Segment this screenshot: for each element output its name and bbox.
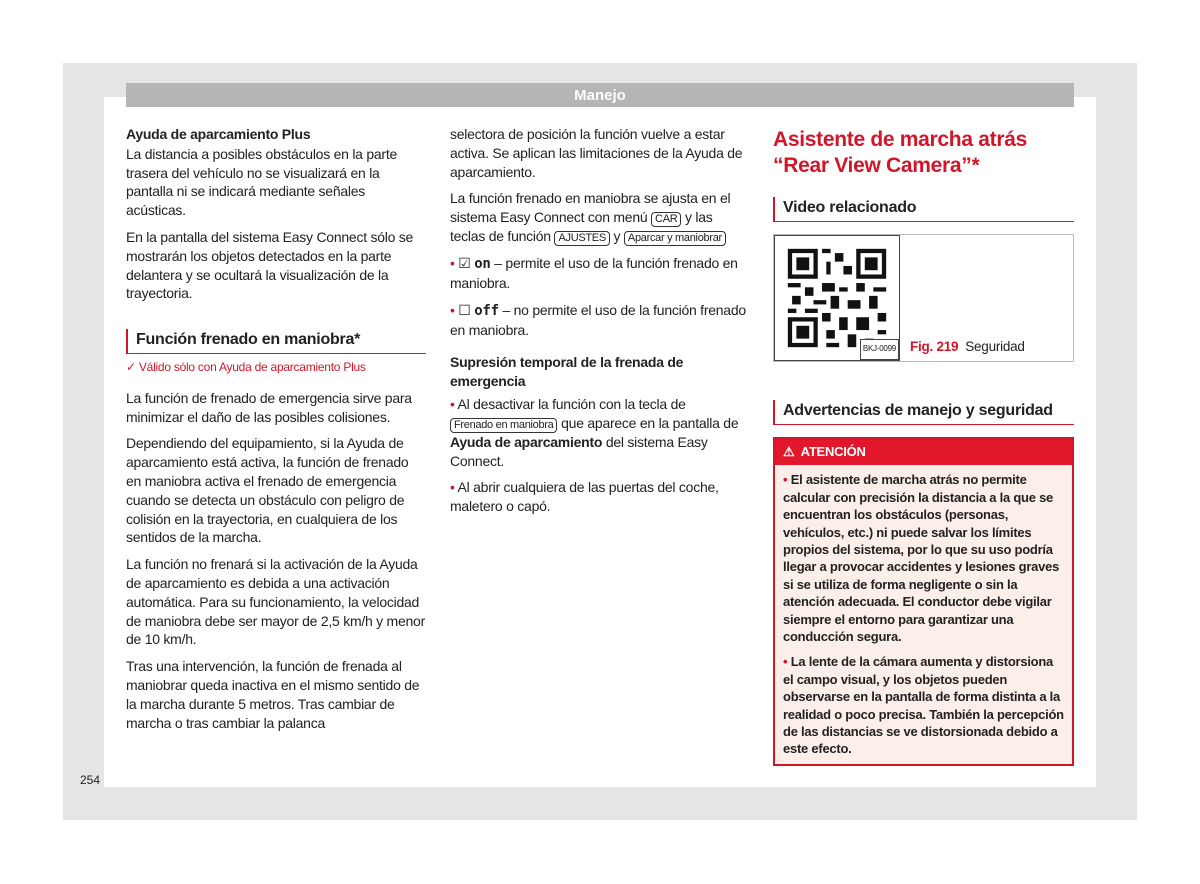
bullet-icon: •	[783, 654, 788, 670]
warning-item	[783, 471, 1064, 645]
off-label: off	[474, 302, 499, 319]
warning-triangle-icon: ⚠	[783, 443, 795, 459]
text: que aparece en la pantalla de	[561, 414, 739, 431]
warning-body	[775, 465, 1072, 764]
bullet-icon: •	[783, 472, 788, 488]
paragraph: selectora de posición la función vuelve a estar activa. Se aplican las limitaciones de la Ayuda de aparcamiento.	[450, 126, 743, 180]
bullet-on	[450, 254, 746, 293]
warning-header	[775, 439, 1072, 466]
figure-caption-text: Seguridad	[965, 339, 1025, 354]
qr-code[interactable]	[774, 235, 900, 361]
key-frenado: Frenado en maniobra	[450, 418, 557, 433]
bullet	[450, 395, 746, 470]
figure	[773, 234, 1074, 362]
warning-title: ATENCIÓN	[800, 443, 866, 459]
bold-text: Ayuda de aparcamiento	[450, 433, 603, 450]
column-1	[126, 125, 426, 740]
key-ajustes: AJUSTES	[554, 231, 609, 246]
section-title: Función frenado en maniobra*	[126, 329, 426, 354]
subheading: Ayuda de aparcamiento Plus	[126, 126, 311, 142]
paragraph: La distancia a posibles obstáculos en la parte trasera del vehículo no se visualizará en la pantalla ni se indicará mediante señales acústicas.	[126, 145, 398, 219]
paragraph: La función no frenará si la activación de la Ayuda de aparcamiento es debida a una activación automática. Para su funcionamiento, la velocidad de maniobra debe ser mayor de 2,5 km/h y menor de 10 km/h.	[126, 556, 425, 648]
figure-caption	[910, 338, 1025, 357]
column-3	[773, 125, 1074, 766]
text: – no permite el uso de la función frenado en maniobra.	[450, 301, 746, 338]
paragraph: Tras una intervención, la función de frenada al maniobrar queda inactiva en el mismo sentido de la marcha durante 5 metros. Tras cambiar de marcha o tras cambiar la palanca	[126, 658, 420, 731]
chapter-header: Manejo	[126, 83, 1074, 107]
on-label: on	[474, 256, 491, 273]
bullet-icon: •	[450, 395, 455, 412]
bullet-icon: •	[450, 479, 455, 496]
column-2	[450, 125, 746, 524]
text: y las teclas de función	[450, 209, 713, 245]
bullet-icon: •	[450, 255, 455, 272]
validity-note: ✓ Válido sólo con Ayuda de aparcamiento Plus	[126, 359, 366, 374]
text: – permite el uso de la función frenado en maniobra.	[450, 255, 738, 291]
bullet	[450, 478, 746, 516]
warning-item	[783, 653, 1064, 757]
section-title: Asistente de marcha atrás “Rear View Camera”*	[773, 128, 1027, 177]
text: del sistema Easy Connect.	[450, 433, 708, 469]
page-number: 254	[80, 773, 101, 787]
checkbox-checked-icon: ☑	[458, 255, 471, 272]
figure-label: Fig. 219	[910, 339, 959, 354]
text: y	[613, 228, 621, 245]
paragraph	[450, 189, 746, 246]
warnings-heading: Advertencias de manejo y seguridad	[773, 400, 1074, 425]
figure-code: BKJ-0099	[860, 339, 899, 360]
paragraph: En la pantalla del sistema Easy Connect sólo se mostrarán los objetos detectados en la parte delantera y se ocultará la visualización de la trayectoria.	[126, 228, 414, 302]
subheading: Supresión temporal de la frenada de emergencia	[450, 354, 684, 390]
text: El asistente de marcha atrás no permite calcular con precisión la distancia a la que se encuentran los obstáculos (personas, vehículos, etc.) ni puede salvar los límites propios del sistema, por lo que su uso podría llegar a provocar accidentes y lesiones graves si se utiliza de forma negligente o sin la atención adecuada. El conductor debe vigilar siempre el entorno para garantizar una conducción segura.	[783, 472, 1060, 645]
checkbox-empty-icon: ☐	[458, 301, 471, 318]
text: Al desactivar la función con la tecla de	[457, 395, 686, 412]
text: La lente de la cámara aumenta y distorsiona el campo visual, y los objetos pueden observarse en la pantalla de forma distinta a la realidad o poco precisa. También la percepción de las distancias se ve distorsionada debido a este efecto.	[783, 654, 1064, 757]
bullet-icon: •	[450, 301, 455, 318]
paragraph: La función de frenado de emergencia sirve para minimizar el daño de las posibles colisiones.	[126, 389, 412, 425]
text: La función frenado en maniobra se ajusta en el sistema Easy Connect con menú	[450, 190, 731, 226]
bullet-off	[450, 301, 746, 340]
text: Al abrir cualquiera de las puertas del coche, maletero o capó.	[450, 479, 719, 515]
key-car: CAR	[651, 212, 681, 227]
warning-box	[773, 437, 1074, 766]
key-aparcar: Aparcar y maniobrar	[624, 231, 726, 246]
video-heading: Video relacionado	[773, 197, 1074, 222]
paragraph: Dependiendo del equipamiento, si la Ayuda de aparcamiento está activa, la función de frenado en maniobra activa el frenado de emergencia cuando se detecta un obstáculo con peligro de colisión en la trayectoria, en cualquiera de los sentidos de la marcha.	[126, 435, 409, 546]
